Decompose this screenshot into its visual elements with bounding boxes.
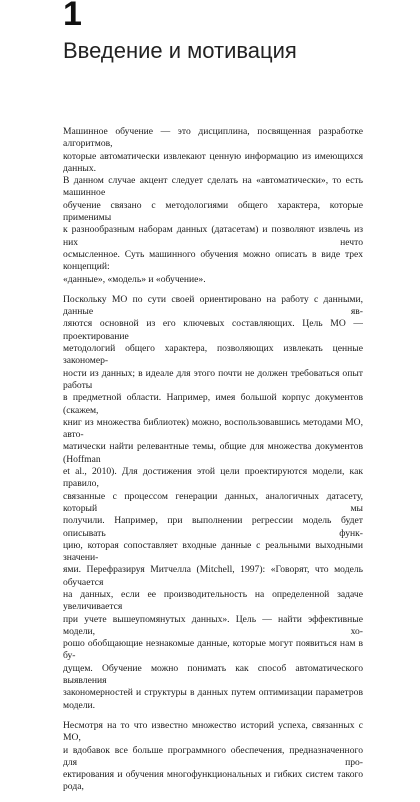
text-line: Машинное обучение — это дисциплина, посвященная разработке алгоритмов, xyxy=(63,126,363,150)
text-line: ями. Перефразируя Митчелла (Mitchell, 1997): «Говорят, что модель обучается xyxy=(63,564,363,588)
text-line: получили. Например, при выполнении регрессии модель будет описывать функ- xyxy=(63,515,363,539)
chapter-title: Введение и мотивация xyxy=(63,38,297,63)
chapter-number: 1 xyxy=(63,0,82,28)
text-line: и вдобавок все больше программного обеспечения, предназначенного для про- xyxy=(63,744,363,768)
text-line: связанные с процессом генерации данных, аналогичных датасету, который мы xyxy=(63,490,363,514)
text-line: закономерностей и структуры в данных путем оптимизации параметров модели. xyxy=(63,687,363,711)
text-line: матически найти релевантные темы, общие для множества документов (Hoffman xyxy=(63,441,363,465)
paragraph-2 xyxy=(63,294,363,712)
text-line: ектирования и обучения многофункциональных и гибких систем такого рода, xyxy=(63,769,363,793)
text-line: рошо обобщающие незнакомые данные, которые могут появиться нам в бу- xyxy=(63,638,363,662)
text-line: ляются основной из его ключевых составляющих. Цель МО — проектирование xyxy=(63,318,363,342)
text-line: дущем. Обучение можно понимать как способ автоматического выявления xyxy=(63,662,363,687)
paragraph-1 xyxy=(63,126,363,286)
text-line: к разнообразным наборам данных (датасетам) и позволяют извлечь из них нечто xyxy=(63,224,363,248)
text-line: осмысленное. Суть машинного обучения можно описать в виде трех концепций: xyxy=(63,248,363,273)
text-line: et al., 2010). Для достижения этой цели проектируются модели, как правило, xyxy=(63,466,363,490)
text-line: В данном случае акцент следует сделать на «автоматически», то есть машинное xyxy=(63,175,363,199)
text-line: обучение связано с методологиями общего характера, которые применимы xyxy=(63,199,363,224)
text-line: при учете вышеупомянутых данных». Цель — найти эффективные модели, хо- xyxy=(63,613,363,637)
text-line: «данные», «модель» и «обучение». xyxy=(63,273,206,285)
text-line: которые автоматически извлекают ценную информацию из имеющихся данных. xyxy=(63,150,363,174)
text-line: методологий общего характера, позволяющих извлекать ценные закономер- xyxy=(63,343,363,367)
text-line: на данных, если ее производительность на определенной задаче увеличивается xyxy=(63,588,363,613)
body-text xyxy=(63,126,363,802)
text-line: цию, которая сопоставляет входные данные с реальными выходными значени- xyxy=(63,539,363,564)
text-line: Несмотря на то что известно множество историй успеха, связанных с МО, xyxy=(63,719,363,744)
text-line: ности из данных; в идеале для этого почти не должен требоваться опыт работы xyxy=(63,367,363,391)
text-line: в предметной области. Например, имея большой корпус документов (скажем, xyxy=(63,392,363,416)
text-line: Поскольку МО по сути своей ориентировано на работу с данными, данные яв- xyxy=(63,293,363,318)
text-line: книг из множества библиотек) можно, воспользовавшись методами МО, авто- xyxy=(63,416,363,441)
paragraph-3 xyxy=(63,720,363,794)
